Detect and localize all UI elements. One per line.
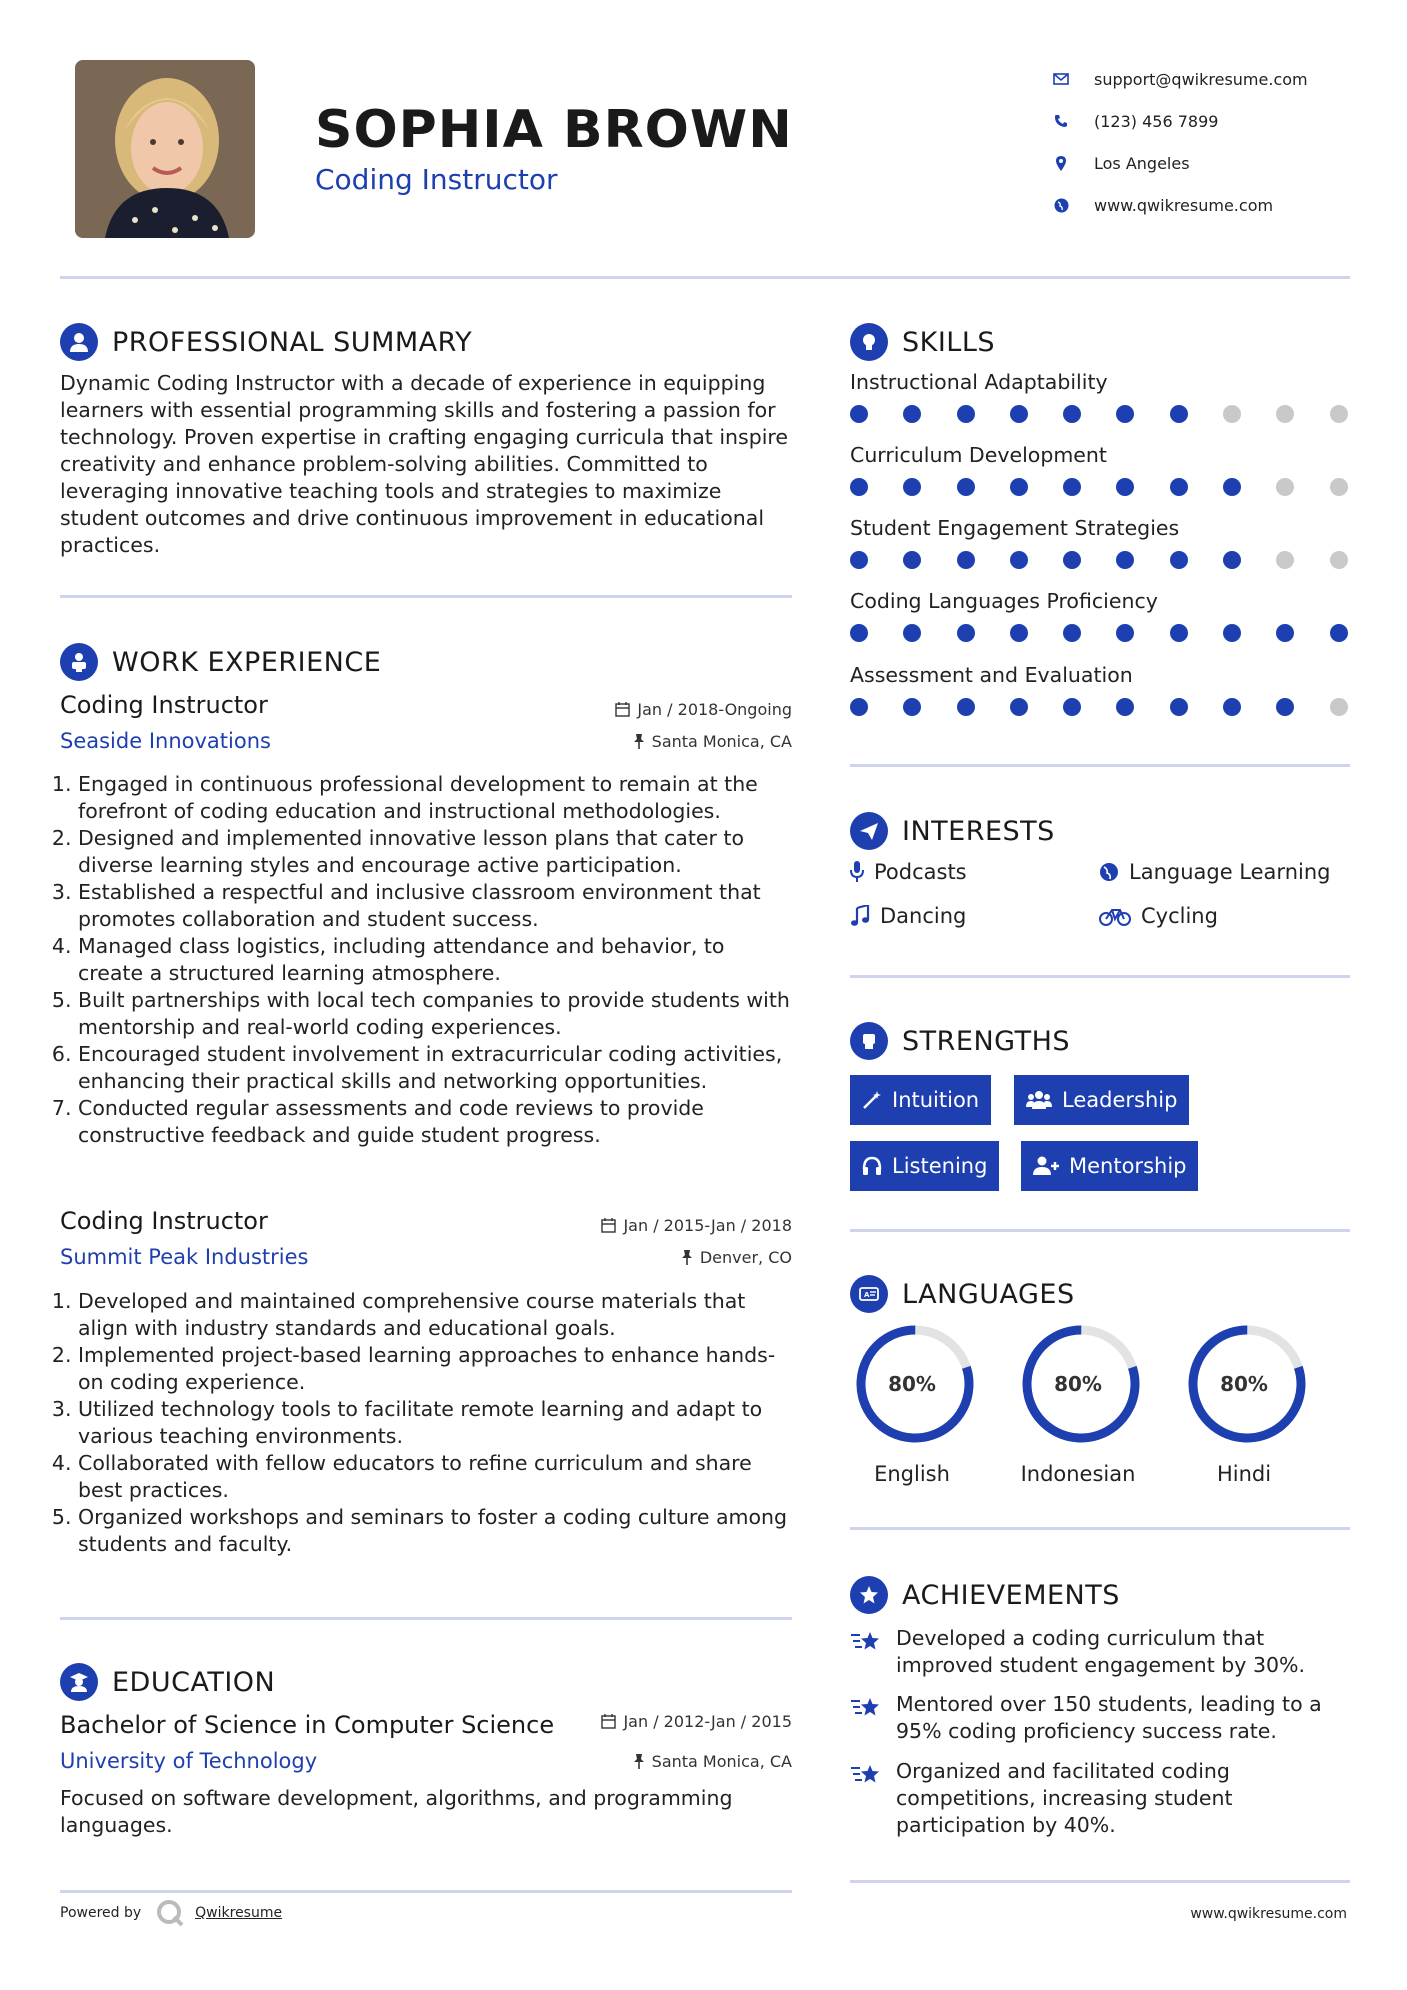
skill-row	[850, 370, 1350, 423]
rating-dot	[957, 478, 975, 496]
rating-dot	[1010, 698, 1028, 716]
rating-dot	[1276, 405, 1294, 423]
calendar-icon	[615, 702, 630, 717]
skill-row	[850, 589, 1350, 642]
summary-text: Dynamic Coding Instructor with a decade of experience in equipping learners with essential programming skills and fostering a passion for technology. Proven expertise in crafting engaging curricula that inspire creativity and enhance problem-solving abilities. Committed to leveraging innovative teaching tools and strategies to maximize student outcomes and drive continuous improvement in educational practices.	[60, 371, 788, 557]
globe-icon	[1050, 194, 1072, 216]
rating-dot	[957, 624, 975, 642]
education-degree: Bachelor of Science in Computer Science	[60, 1711, 555, 1739]
rating-dot	[903, 405, 921, 423]
microphone-icon	[850, 861, 864, 883]
job-1-org: Seaside Innovations	[60, 729, 271, 753]
skill-row	[850, 443, 1350, 496]
strength-label: Leadership	[1062, 1088, 1178, 1112]
rating-dot	[903, 698, 921, 716]
rating-dot	[1223, 405, 1241, 423]
pushpin-icon	[681, 1250, 693, 1265]
interest-cycling	[1099, 904, 1218, 928]
rating-dot	[1010, 405, 1028, 423]
contact-email[interactable]	[1050, 58, 1380, 100]
job-2-org: Summit Peak Industries	[60, 1245, 309, 1269]
footer-powered-by	[60, 1898, 282, 1928]
powered-by-text: Powered by	[60, 1905, 142, 1921]
job-1-location	[500, 732, 792, 751]
shooting-star-icon	[850, 1695, 884, 1721]
achievement-item	[850, 1691, 1330, 1745]
strengths-divider	[850, 1229, 1350, 1232]
rating-dot	[1223, 624, 1241, 642]
qwikresume-logo-icon	[155, 1898, 185, 1928]
education-divider	[60, 1890, 792, 1893]
calendar-icon	[601, 1218, 616, 1233]
interests-title: INTERESTS	[902, 815, 1055, 847]
strength-label: Intuition	[892, 1088, 980, 1112]
language-item	[1182, 1322, 1312, 1497]
rating-dot	[957, 698, 975, 716]
list-item: 4. Managed class logistics, including attendance and behavior, to create a structured learning atmosphere.	[78, 933, 792, 987]
list-item: 6. Encouraged student involvement in extracurricular coding activities, enhancing their practical skills and networking opportunities.	[78, 1041, 792, 1095]
strengths-heading	[850, 1022, 1070, 1060]
language-card-icon	[850, 1275, 888, 1313]
rating-dot	[1170, 478, 1188, 496]
language-item	[850, 1322, 980, 1497]
magic-wand-icon	[862, 1090, 882, 1110]
rating-dot	[1116, 551, 1134, 569]
rating-dot	[1063, 624, 1081, 642]
rating-dot	[1063, 551, 1081, 569]
skill-rating	[850, 624, 1350, 642]
rating-dot	[1330, 698, 1348, 716]
rating-dot	[1170, 698, 1188, 716]
rating-dot	[1223, 698, 1241, 716]
calendar-icon	[601, 1714, 616, 1729]
summary-title: PROFESSIONAL SUMMARY	[112, 326, 473, 358]
rating-dot	[1276, 551, 1294, 569]
rating-dot	[1170, 624, 1188, 642]
contact-website-text: www.qwikresume.com	[1094, 195, 1274, 215]
rating-dot	[1116, 624, 1134, 642]
rating-dot	[850, 478, 868, 496]
shooting-star-icon	[850, 1762, 884, 1788]
achievements-heading	[850, 1576, 1120, 1614]
list-item: 1. Engaged in continuous professional development to remain at the forefront of coding education and instructional methodologies.	[78, 771, 792, 825]
header-divider	[60, 276, 1350, 279]
contact-list	[1050, 58, 1380, 226]
rating-dot	[1223, 551, 1241, 569]
list-item: 7. Conducted regular assessments and code reviews to provide constructive feedback and guide student progress.	[78, 1095, 792, 1149]
skill-row	[850, 516, 1350, 569]
qwikresume-link[interactable]: Qwikresume	[195, 1905, 283, 1921]
strength-label: Mentorship	[1069, 1154, 1187, 1178]
phone-icon	[1050, 110, 1072, 132]
education-title: EDUCATION	[112, 1666, 276, 1698]
rating-dot	[1116, 698, 1134, 716]
experience-heading	[60, 643, 381, 681]
rating-dot	[1330, 478, 1348, 496]
languages-divider	[850, 1527, 1350, 1530]
rating-dot	[1010, 624, 1028, 642]
list-item: 3. Established a respectful and inclusive classroom environment that promotes collaboration and student success.	[78, 879, 792, 933]
education-heading	[60, 1663, 275, 1701]
user-plus-icon	[1033, 1156, 1059, 1176]
contact-phone[interactable]	[1050, 100, 1380, 142]
rating-dot	[850, 698, 868, 716]
education-location	[500, 1752, 792, 1771]
job-1-title: Coding Instructor	[60, 691, 268, 719]
experience-title: WORK EXPERIENCE	[112, 646, 382, 678]
education-dates-text: Jan / 2012-Jan / 2015	[623, 1712, 792, 1731]
rating-dot	[1330, 624, 1348, 642]
skill-rating	[850, 698, 1350, 716]
skill-label: Assessment and Evaluation	[850, 663, 1133, 687]
rating-dot	[1330, 551, 1348, 569]
rating-dot	[1276, 624, 1294, 642]
skills-title: SKILLS	[902, 326, 996, 358]
experience-divider	[60, 1617, 792, 1620]
rating-dot	[1116, 478, 1134, 496]
interests-divider	[850, 975, 1350, 978]
contact-location-text: Los Angeles	[1094, 153, 1190, 173]
job-2-title: Coding Instructor	[60, 1207, 268, 1235]
headphones-icon	[862, 1156, 882, 1176]
job-2-duties	[60, 1288, 792, 1558]
footer-website[interactable]: www.qwikresume.com	[1190, 1906, 1347, 1922]
contact-phone-text: (123) 456 7899	[1094, 111, 1219, 131]
user-icon	[60, 323, 98, 361]
music-note-icon	[850, 905, 870, 927]
star-badge-icon	[850, 1576, 888, 1614]
strength-label: Listening	[892, 1154, 988, 1178]
job-2-dates-text: Jan / 2015-Jan / 2018	[623, 1216, 792, 1235]
language-name: Hindi	[1216, 1462, 1272, 1486]
rating-dot	[1276, 478, 1294, 496]
paper-plane-icon	[850, 812, 888, 850]
rating-dot	[957, 405, 975, 423]
contact-website[interactable]	[1050, 184, 1380, 226]
strength-chip-intuition	[850, 1075, 991, 1125]
rating-dot	[1170, 405, 1188, 423]
skill-rating	[850, 405, 1350, 423]
skill-row	[850, 663, 1350, 716]
rating-dot	[903, 478, 921, 496]
candidate-role: Coding Instructor	[315, 163, 558, 196]
achievement-item	[850, 1758, 1330, 1839]
users-icon	[1026, 1090, 1052, 1110]
achievement-text: Mentored over 150 students, leading to a 95% coding proficiency success rate.	[896, 1692, 1322, 1743]
skill-label: Curriculum Development	[850, 443, 1107, 467]
skill-rating	[850, 478, 1350, 496]
pushpin-icon	[633, 734, 645, 749]
job-1-dates	[500, 700, 792, 719]
envelope-icon	[1050, 68, 1072, 90]
list-item: 4. Collaborated with fellow educators to refine curriculum and share best practices.	[78, 1450, 792, 1504]
contact-email-text: support@qwikresume.com	[1094, 69, 1308, 89]
pushpin-icon	[633, 1754, 645, 1769]
interest-language-learning	[1099, 860, 1330, 884]
rating-dot	[903, 624, 921, 642]
lightbulb-icon	[850, 323, 888, 361]
rating-dot	[1330, 405, 1348, 423]
achievements-divider	[850, 1880, 1350, 1883]
skill-label: Student Engagement Strategies	[850, 516, 1180, 540]
svg-text:A: A	[864, 1291, 870, 1299]
rating-dot	[850, 405, 868, 423]
language-name: English	[874, 1462, 950, 1486]
achievement-item	[850, 1625, 1330, 1679]
interest-label: Language Learning	[1129, 860, 1331, 884]
raised-fist-icon	[850, 1022, 888, 1060]
achievement-text: Organized and facilitated coding competitions, increasing student participation by 40%.	[896, 1759, 1233, 1837]
interest-podcasts	[850, 860, 967, 884]
globe-icon	[1099, 862, 1119, 882]
candidate-name: SOPHIA BROWN	[315, 100, 793, 160]
shooting-star-icon	[850, 1629, 884, 1655]
rating-dot	[1063, 698, 1081, 716]
list-item: 5. Built partnerships with local tech companies to provide students with mentorship and real-world coding experiences.	[78, 987, 792, 1041]
rating-dot	[850, 624, 868, 642]
contact-location	[1050, 142, 1380, 184]
education-dates	[480, 1712, 792, 1731]
language-name: Indonesian	[1020, 1462, 1136, 1486]
languages-title: LANGUAGES	[902, 1278, 1075, 1310]
summary-heading	[60, 323, 472, 361]
rating-dot	[903, 551, 921, 569]
education-text: Focused on software development, algorithms, and programming languages.	[60, 1786, 733, 1837]
interest-label: Dancing	[880, 904, 967, 928]
language-percent: 80%	[1220, 1372, 1268, 1396]
language-percent: 80%	[888, 1372, 936, 1396]
list-item: 1. Developed and maintained comprehensive course materials that align with industry standards and educational goals.	[78, 1288, 792, 1342]
interest-dancing	[850, 904, 966, 928]
language-percent: 80%	[1054, 1372, 1102, 1396]
job-2-location	[500, 1248, 792, 1267]
interest-label: Podcasts	[874, 860, 967, 884]
skill-label: Instructional Adaptability	[850, 370, 1108, 394]
briefcase-user-icon	[60, 643, 98, 681]
rating-dot	[1010, 478, 1028, 496]
strength-chip-listening	[850, 1141, 999, 1191]
interest-label: Cycling	[1141, 904, 1218, 928]
strength-chip-leadership	[1014, 1075, 1189, 1125]
education-school: University of Technology	[60, 1749, 318, 1773]
rating-dot	[1276, 698, 1294, 716]
rating-dot	[1063, 478, 1081, 496]
job-2-dates	[480, 1216, 792, 1235]
skills-divider	[850, 764, 1350, 767]
rating-dot	[957, 551, 975, 569]
achievement-text: Developed a coding curriculum that improved student engagement by 30%.	[896, 1626, 1306, 1677]
skills-heading	[850, 323, 995, 361]
languages-heading	[850, 1275, 1075, 1313]
education-location-text: Santa Monica, CA	[651, 1752, 792, 1771]
language-item	[1016, 1322, 1146, 1497]
skill-rating	[850, 551, 1350, 569]
strength-chip-mentorship	[1021, 1141, 1198, 1191]
rating-dot	[850, 551, 868, 569]
job-1-dates-text: Jan / 2018-Ongoing	[637, 700, 792, 719]
list-item: 3. Utilized technology tools to facilitate remote learning and adapt to various teaching environments.	[78, 1396, 792, 1450]
summary-divider	[60, 595, 792, 598]
rating-dot	[1223, 478, 1241, 496]
map-pin-icon	[1050, 152, 1072, 174]
list-item: 2. Implemented project-based learning approaches to enhance hands-on coding experience.	[78, 1342, 792, 1396]
rating-dot	[1116, 405, 1134, 423]
strengths-title: STRENGTHS	[902, 1025, 1071, 1057]
bicycle-icon	[1099, 906, 1131, 926]
job-1-duties	[60, 771, 792, 1149]
job-2-location-text: Denver, CO	[699, 1248, 792, 1267]
achievements-title: ACHIEVEMENTS	[902, 1579, 1120, 1611]
profile-photo	[75, 60, 255, 238]
graduate-icon	[60, 1663, 98, 1701]
list-item: 5. Organized workshops and seminars to foster a coding culture among students and faculty.	[78, 1504, 792, 1558]
rating-dot	[1063, 405, 1081, 423]
interests-heading	[850, 812, 1055, 850]
job-1-location-text: Santa Monica, CA	[651, 732, 792, 751]
rating-dot	[1010, 551, 1028, 569]
rating-dot	[1170, 551, 1188, 569]
list-item: 2. Designed and implemented innovative lesson plans that cater to diverse learning styles and encourage active participation.	[78, 825, 792, 879]
skill-label: Coding Languages Proficiency	[850, 589, 1158, 613]
